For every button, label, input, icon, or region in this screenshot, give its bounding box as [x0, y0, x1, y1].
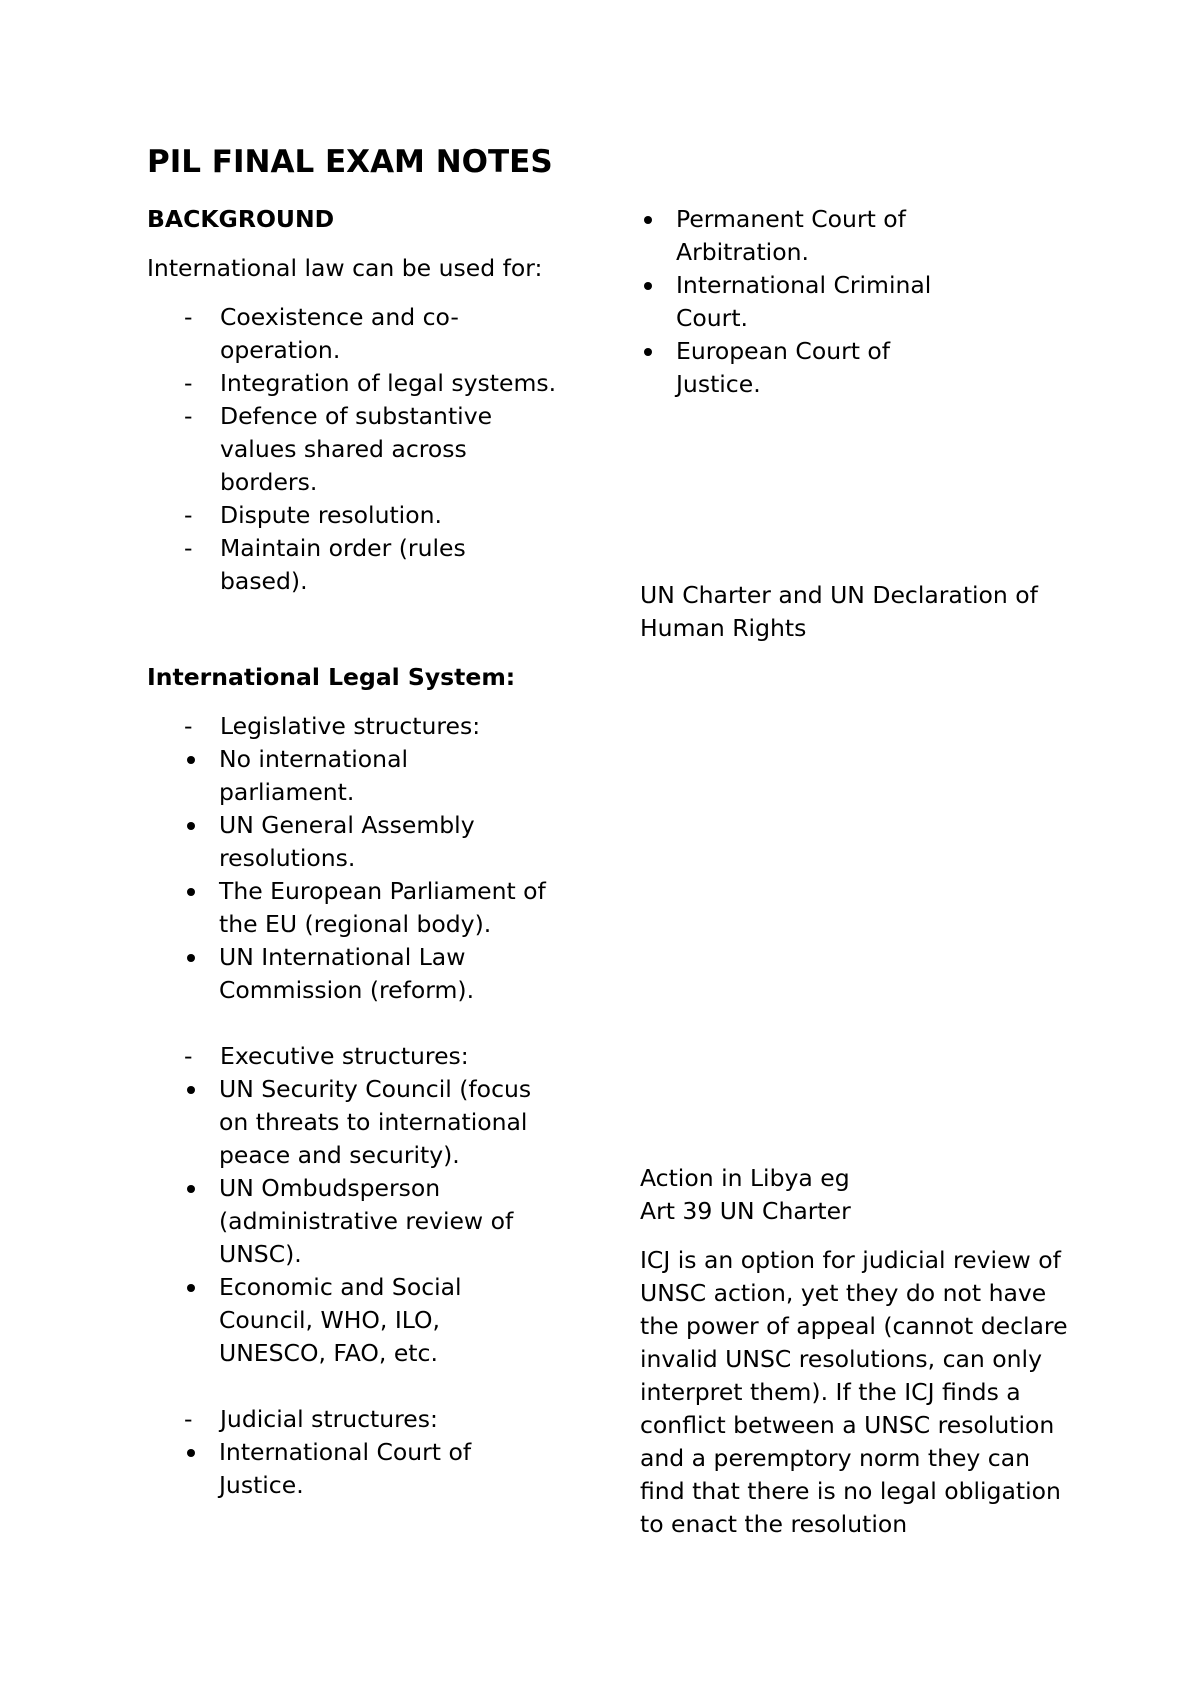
list-item: International Court of Justice. — [183, 1436, 509, 1502]
list-item: - Coexistence and co-operation. — [184, 303, 459, 364]
list-item: No international parliament. — [183, 743, 449, 809]
list-item: International Criminal Court. — [640, 269, 956, 335]
judicial-list-continued — [676, 203, 1006, 401]
libya-line: Action in Libya eg — [640, 1164, 850, 1192]
legislative-list — [183, 743, 587, 1007]
structures-list — [147, 710, 587, 1502]
list-item: UN General Assembly resolutions. — [183, 809, 519, 875]
list-item: European Court of Justice. — [640, 335, 926, 401]
judicial-structures: - Judicial structures: International Court of Justice. — [147, 1403, 587, 1502]
legal-system-section — [147, 661, 587, 1502]
list-item: Permanent Court of Arbitration. — [640, 203, 956, 269]
background-intro: International law can be used for: — [147, 254, 543, 282]
art39-line: Art 39 UN Charter — [640, 1197, 851, 1225]
list-item: UN Ombudsperson (administrative review of UNSC). — [183, 1172, 549, 1271]
list-item: - Defence of substantive values shared across borders. — [184, 402, 493, 496]
background-section — [147, 203, 587, 598]
list-item: The European Parliament of the EU (regional body). — [183, 875, 564, 941]
background-list — [147, 301, 587, 598]
background-heading: BACKGROUND — [147, 205, 335, 233]
legislative-label: Legislative structures: — [220, 712, 481, 740]
legal-system-heading: International Legal System: — [147, 663, 516, 691]
legislative-structures: - Legislative structures: No international parliament. UN General Assembly resolutions. The European Parliament of the EU (regional body). UN International Law Commission (reform). — [147, 710, 587, 1007]
libya-note — [640, 1162, 1070, 1228]
executive-structures: - Executive structures: UN Security Council (focus on threats to international peace and security). UN Ombudsperson (administrative review of UNSC). Economic and Social Council, WHO, ILO, UNESCO, FAO, etc. — [147, 1040, 587, 1370]
list-item: UN Security Council (focus on threats to international peace and security). — [183, 1073, 534, 1172]
executive-list — [183, 1073, 587, 1370]
executive-label: Executive structures: — [220, 1042, 469, 1070]
judicial-label: Judicial structures: — [220, 1405, 438, 1433]
list-item: Economic and Social Council, WHO, ILO, UNESCO, FAO, etc. — [183, 1271, 519, 1370]
list-item: - Integration of legal systems. — [184, 369, 557, 397]
page-title: PIL FINAL EXAM NOTES — [147, 144, 553, 180]
list-item: - Maintain order (rules based). — [184, 534, 466, 595]
list-item: - Dispute resolution. — [184, 501, 442, 529]
icj-note: ICJ is an option for judicial review of UNSC action, yet they do not have the power of appeal (cannot declare invalid UNSC resolutions, can only interpret them). If the ICJ finds a conflict between a UNSC resolution and a peremptory norm they can find that there is no legal obligation to enact the resolution — [640, 1246, 1068, 1538]
judicial-list-left — [183, 1436, 587, 1502]
un-charter-note: UN Charter and UN Declaration of Human Rights — [640, 581, 1038, 642]
list-item: UN International Law Commission (reform). — [183, 941, 539, 1007]
